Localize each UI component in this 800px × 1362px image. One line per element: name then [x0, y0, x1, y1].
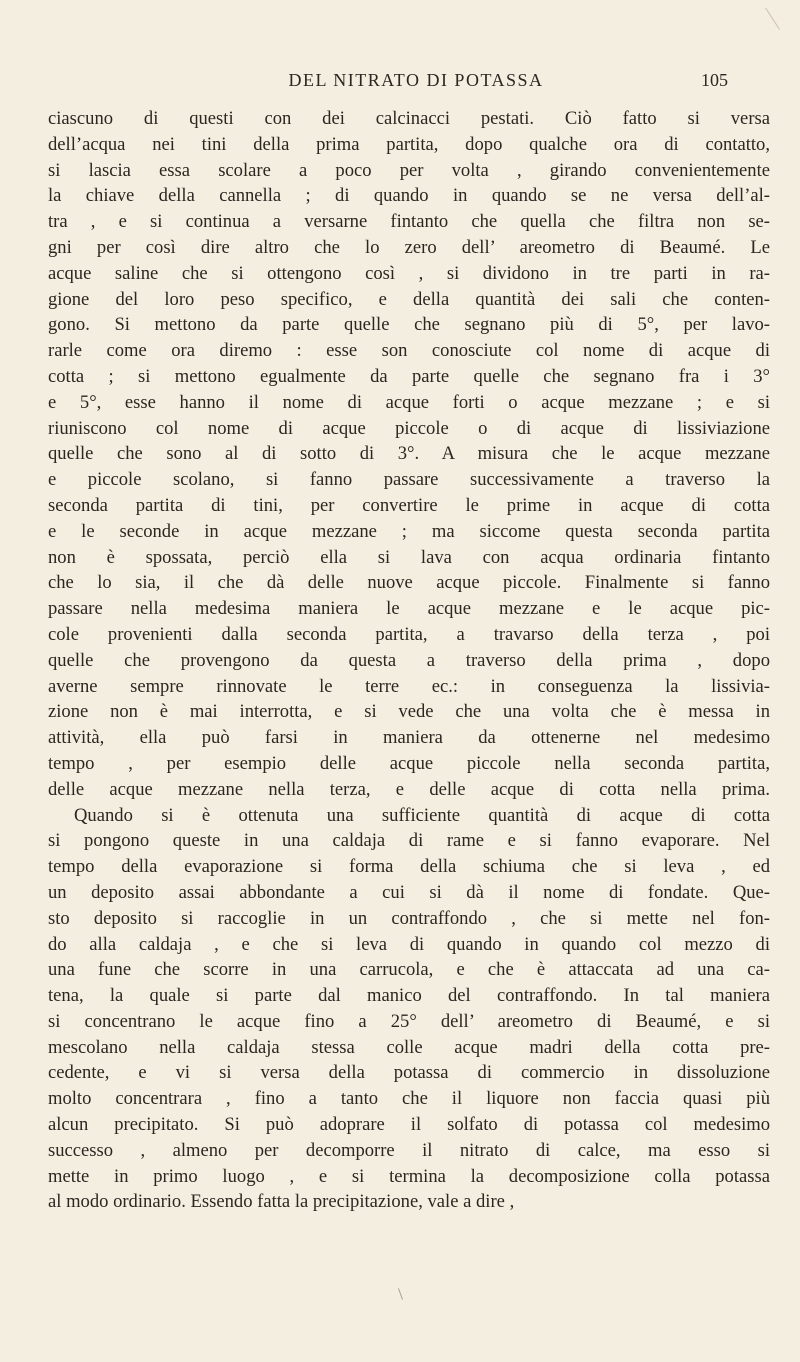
text-line-41: successo , almeno per decomporre il nitrato di calce, ma esso si — [48, 1139, 770, 1161]
text-line-19: che lo sia, il che dà delle nuove acque piccole. Finalmente si fanno — [48, 572, 770, 594]
body-text — [48, 106, 770, 1215]
text-line-33: do alla caldaja , e che si leva di quando in quando col mezzo di — [48, 933, 770, 955]
text-line-28: Quando si è ottenuta una sufficiente quantità di acque di cotta — [74, 804, 770, 826]
text-line-6: gni per così dire altro che lo zero dell’ areometro di Beaumé. Le — [48, 236, 770, 258]
text-line-39: molto concentrara , fino a tanto che il liquore non faccia quasi più — [48, 1088, 770, 1110]
page-number: 105 — [701, 70, 728, 90]
paper-crease-mark — [765, 0, 800, 30]
text-line-30: tempo della evaporazione si forma della schiuma che si leva , ed — [48, 856, 770, 878]
text-line-42: mette in primo luogo , e si termina la decomposizione colla potassa — [48, 1165, 770, 1187]
text-line-29: si pongono queste in una caldaja di rame e si fanno evaporare. Nel — [48, 830, 770, 852]
text-line-14: quelle che sono al di sotto di 3°. A misura che le acque mezzane — [48, 443, 770, 465]
text-line-34: una fune che scorre in una carrucola, e che è attaccata ad una ca- — [48, 959, 770, 981]
text-line-25: attività, ella può farsi in maniera da ottenerne nel medesimo — [48, 727, 770, 749]
text-line-7: acque saline che si ottengono così , si dividono in tre parti in ra- — [48, 262, 770, 284]
text-line-1: ciascuno di questi con dei calcinacci pestati. Ciò fatto si versa — [48, 108, 770, 129]
text-line-22: quelle che provengono da questa a traverso della prima , dopo — [48, 649, 770, 671]
text-line-40: alcun precipitato. Si può adoprare il solfato di potassa col medesimo — [48, 1114, 770, 1136]
text-line-35: tena, la quale si parte dal manico del contraffondo. In tal maniera — [48, 985, 770, 1007]
running-title: DEL NITRATO DI POTASSA — [288, 70, 544, 90]
text-line-11: cotta ; si mettono egualmente da parte quelle che segnano fra i 3° — [48, 365, 770, 387]
text-line-36: si concentrano le acque fino a 25° dell’ areometro di Beaumé, e si — [48, 1010, 770, 1032]
text-line-32: sto deposito si raccoglie in un contraffondo , che si mette nel fon- — [48, 907, 770, 929]
text-line-12: e 5°, esse hanno il nome di acque forti o acque mezzane ; e si — [48, 391, 770, 413]
text-line-15: e piccole scolano, si fanno passare successivamente a traverso la — [48, 469, 770, 491]
text-line-26: tempo , per esempio delle acque piccole nella seconda partita, — [48, 752, 770, 774]
text-line-21: cole provenienti dalla seconda partita, a travarso della terza , poi — [48, 623, 770, 645]
text-line-23: averne sempre rinnovate le terre ec.: in conseguenza la lissivia- — [48, 675, 770, 697]
text-line-8: gione del loro peso specifico, e della quantità dei sali che conten- — [48, 288, 770, 310]
text-line-31: un deposito assai abbondante a cui si dà il nome di fondate. Que- — [48, 881, 770, 903]
text-line-38: cedente, e vi si versa della potassa di commercio in dissoluzione — [48, 1062, 770, 1084]
text-line-13: riuniscono col nome di acque piccole o di acque di lissiviazione — [48, 417, 770, 439]
text-line-2: dell’acqua nei tini della prima partita, dopo qualche ora di contatto, — [48, 133, 770, 155]
text-line-20: passare nella medesima maniera le acque mezzane e le acque pic- — [48, 598, 770, 620]
text-line-16: seconda partita di tini, per convertire le prime in acque di cotta — [48, 494, 770, 516]
text-line-17: e le seconde in acque mezzane ; ma siccome questa seconda partita — [48, 520, 770, 542]
text-line-3: si lascia essa scolare a poco per volta , girando convenientemente — [48, 159, 770, 181]
text-line-43: al modo ordinario. Essendo fatta la precipitazione, vale a dire , — [48, 1191, 515, 1213]
text-line-18: non è spossata, perciò ella si lava con acqua ordinaria fintanto — [48, 546, 770, 568]
text-line-37: mescolano nella caldaja stessa colle acque madri della cotta pre- — [48, 1036, 770, 1058]
running-head — [58, 70, 774, 106]
text-line-10: rarle come ora diremo : esse son conosciute col nome di acque di — [48, 340, 770, 362]
text-line-27: delle acque mezzane nella terza, e delle acque di cotta nella prima. — [48, 778, 770, 800]
paper-mark — [398, 1288, 403, 1300]
text-line-5: tra , e si continua a versarne fintanto che quella che filtra non se- — [48, 211, 770, 233]
text-line-9: gono. Si mettono da parte quelle che segnano più di 5°, per lavo- — [48, 314, 770, 336]
text-line-4: la chiave della cannella ; di quando in quando se ne versa dell’al- — [48, 185, 770, 207]
text-line-24: zione non è mai interrotta, e si vede che una volta che è messa in — [48, 701, 770, 723]
